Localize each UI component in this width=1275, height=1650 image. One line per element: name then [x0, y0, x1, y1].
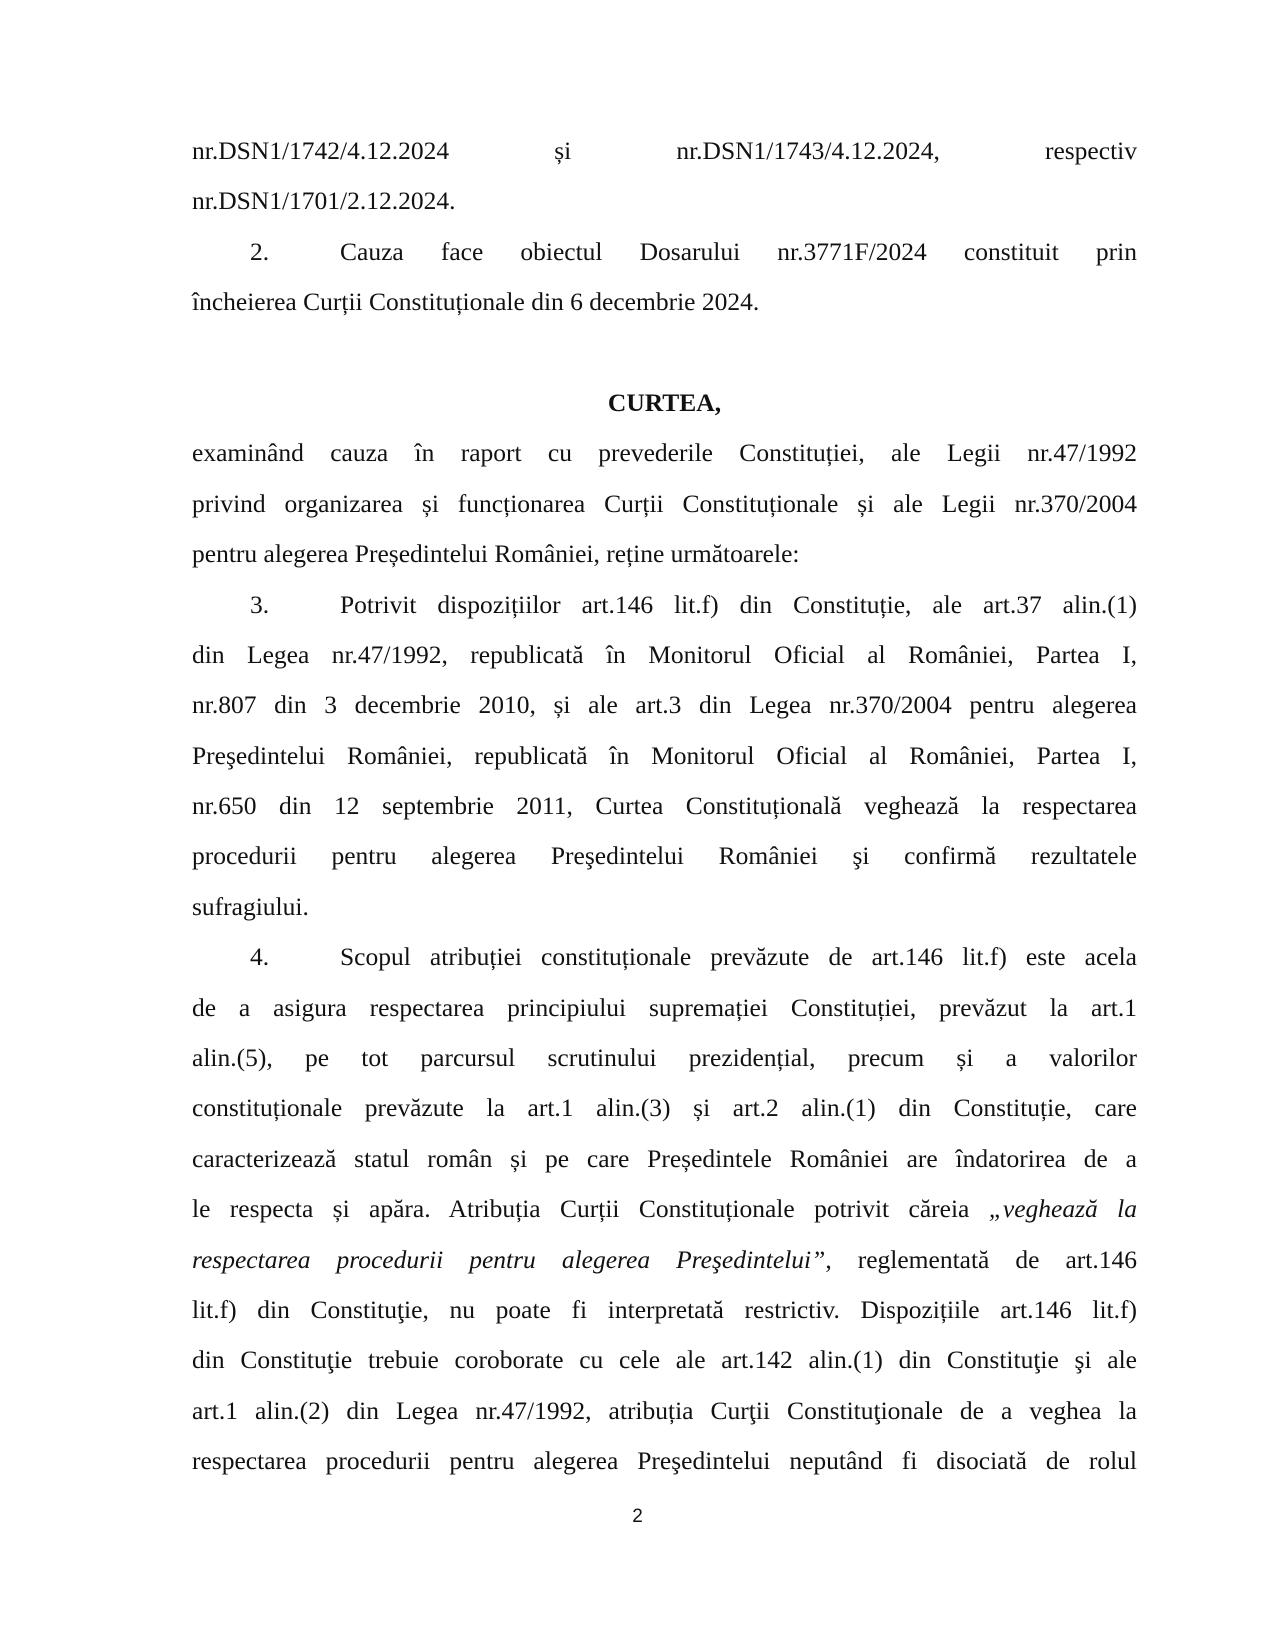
paragraph-3-first-line: 3. Potrivit dispozițiilor art.146 lit.f) din Constituție, ale art.37 alin.(1)	[192, 585, 1137, 635]
text-line: caracterizează statul român și pe care Președintele României are îndatorirea de a	[192, 1143, 1137, 1173]
text-run: le respecta și apăra. Atribuția Curții Constituționale potrivit căreia	[192, 1194, 989, 1224]
text-line: din Constituţie trebuie coroborate cu cele ale art.142 alin.(1) din Constituţie şi ale	[192, 1345, 1137, 1375]
text-line	[192, 1240, 1137, 1290]
quoted-text-italic: respectarea procedurii pentru alegerea Preşedintelui”	[192, 1244, 826, 1274]
section-heading: CURTEA,	[607, 387, 722, 417]
text-line: sufragiului.	[192, 891, 309, 921]
text-line: Preşedintelui României, republicată în Monitorul Oficial al României, Partea I,	[192, 740, 1137, 770]
text-line: de a asigura respectarea principiului supremației Constituției, prevăzut la art.1	[192, 992, 1137, 1022]
text-line: alin.(5), pe tot parcursul scrutinului prezidențial, precum și a valorilor	[192, 1043, 1137, 1073]
text-line: nr.DSN1/1742/4.12.2024 și nr.DSN1/1743/4.12.2024, respectiv	[192, 136, 1137, 165]
quoted-text-italic: „veghează la	[988, 1194, 1137, 1224]
text-line: nr.650 din 12 septembrie 2011, Curtea Constituțională veghează la respectarea	[192, 791, 1137, 821]
text-line: pentru alegerea Președintelui României, reține următoarele:	[192, 539, 800, 569]
text-line: încheierea Curții Constituționale din 6 decembrie 2024.	[192, 287, 760, 317]
paragraph-2-first-line: 2. Cauza face obiectul Dosarului nr.3771F/2024 constituit prin	[192, 232, 1137, 282]
paragraph-number: 3.	[250, 589, 270, 619]
text-line: respectarea procedurii pentru alegerea Preşedintelui neputând fi disociată de rolul	[192, 1446, 1137, 1476]
text-line: lit.f) din Constituţie, nu poate fi interpretată restrictiv. Dispozițiile art.146 lit.f)	[192, 1294, 1137, 1324]
text-line: constituționale prevăzute la art.1 alin.(3) și art.2 alin.(1) din Constituție, care	[192, 1093, 1137, 1123]
document-body	[192, 131, 1137, 1492]
paragraph-number: 4.	[250, 942, 270, 972]
text-line: art.1 alin.(2) din Legea nr.47/1992, atribuția Curţii Constituţionale de a veghea la	[192, 1395, 1137, 1425]
text-line	[192, 1189, 1137, 1239]
text-line: privind organizarea și funcționarea Curții Constituționale și ale Legii nr.370/2004	[192, 488, 1137, 518]
paragraph-4-first-line: 4. Scopul atribuției constituționale prevăzute de art.146 lit.f) este acela	[192, 937, 1137, 987]
text-run: , reglementată de art.146	[825, 1244, 1137, 1274]
text-line: procedurii pentru alegerea Preşedintelui României şi confirmă rezultatele	[192, 841, 1137, 871]
page-number: 2	[632, 1506, 643, 1527]
text-line: nr.807 din 3 decembrie 2010, și ale art.3 din Legea nr.370/2004 pentru alegerea	[192, 690, 1137, 720]
text-line: din Legea nr.47/1992, republicată în Monitorul Oficial al României, Partea I,	[192, 639, 1137, 669]
blank-line	[192, 333, 1137, 383]
text-line: examinând cauza în raport cu prevederile Constituției, ale Legii nr.47/1992	[192, 438, 1137, 468]
paragraph-number: 2.	[250, 236, 270, 266]
text-line: nr.DSN1/1701/2.12.2024.	[192, 186, 456, 216]
